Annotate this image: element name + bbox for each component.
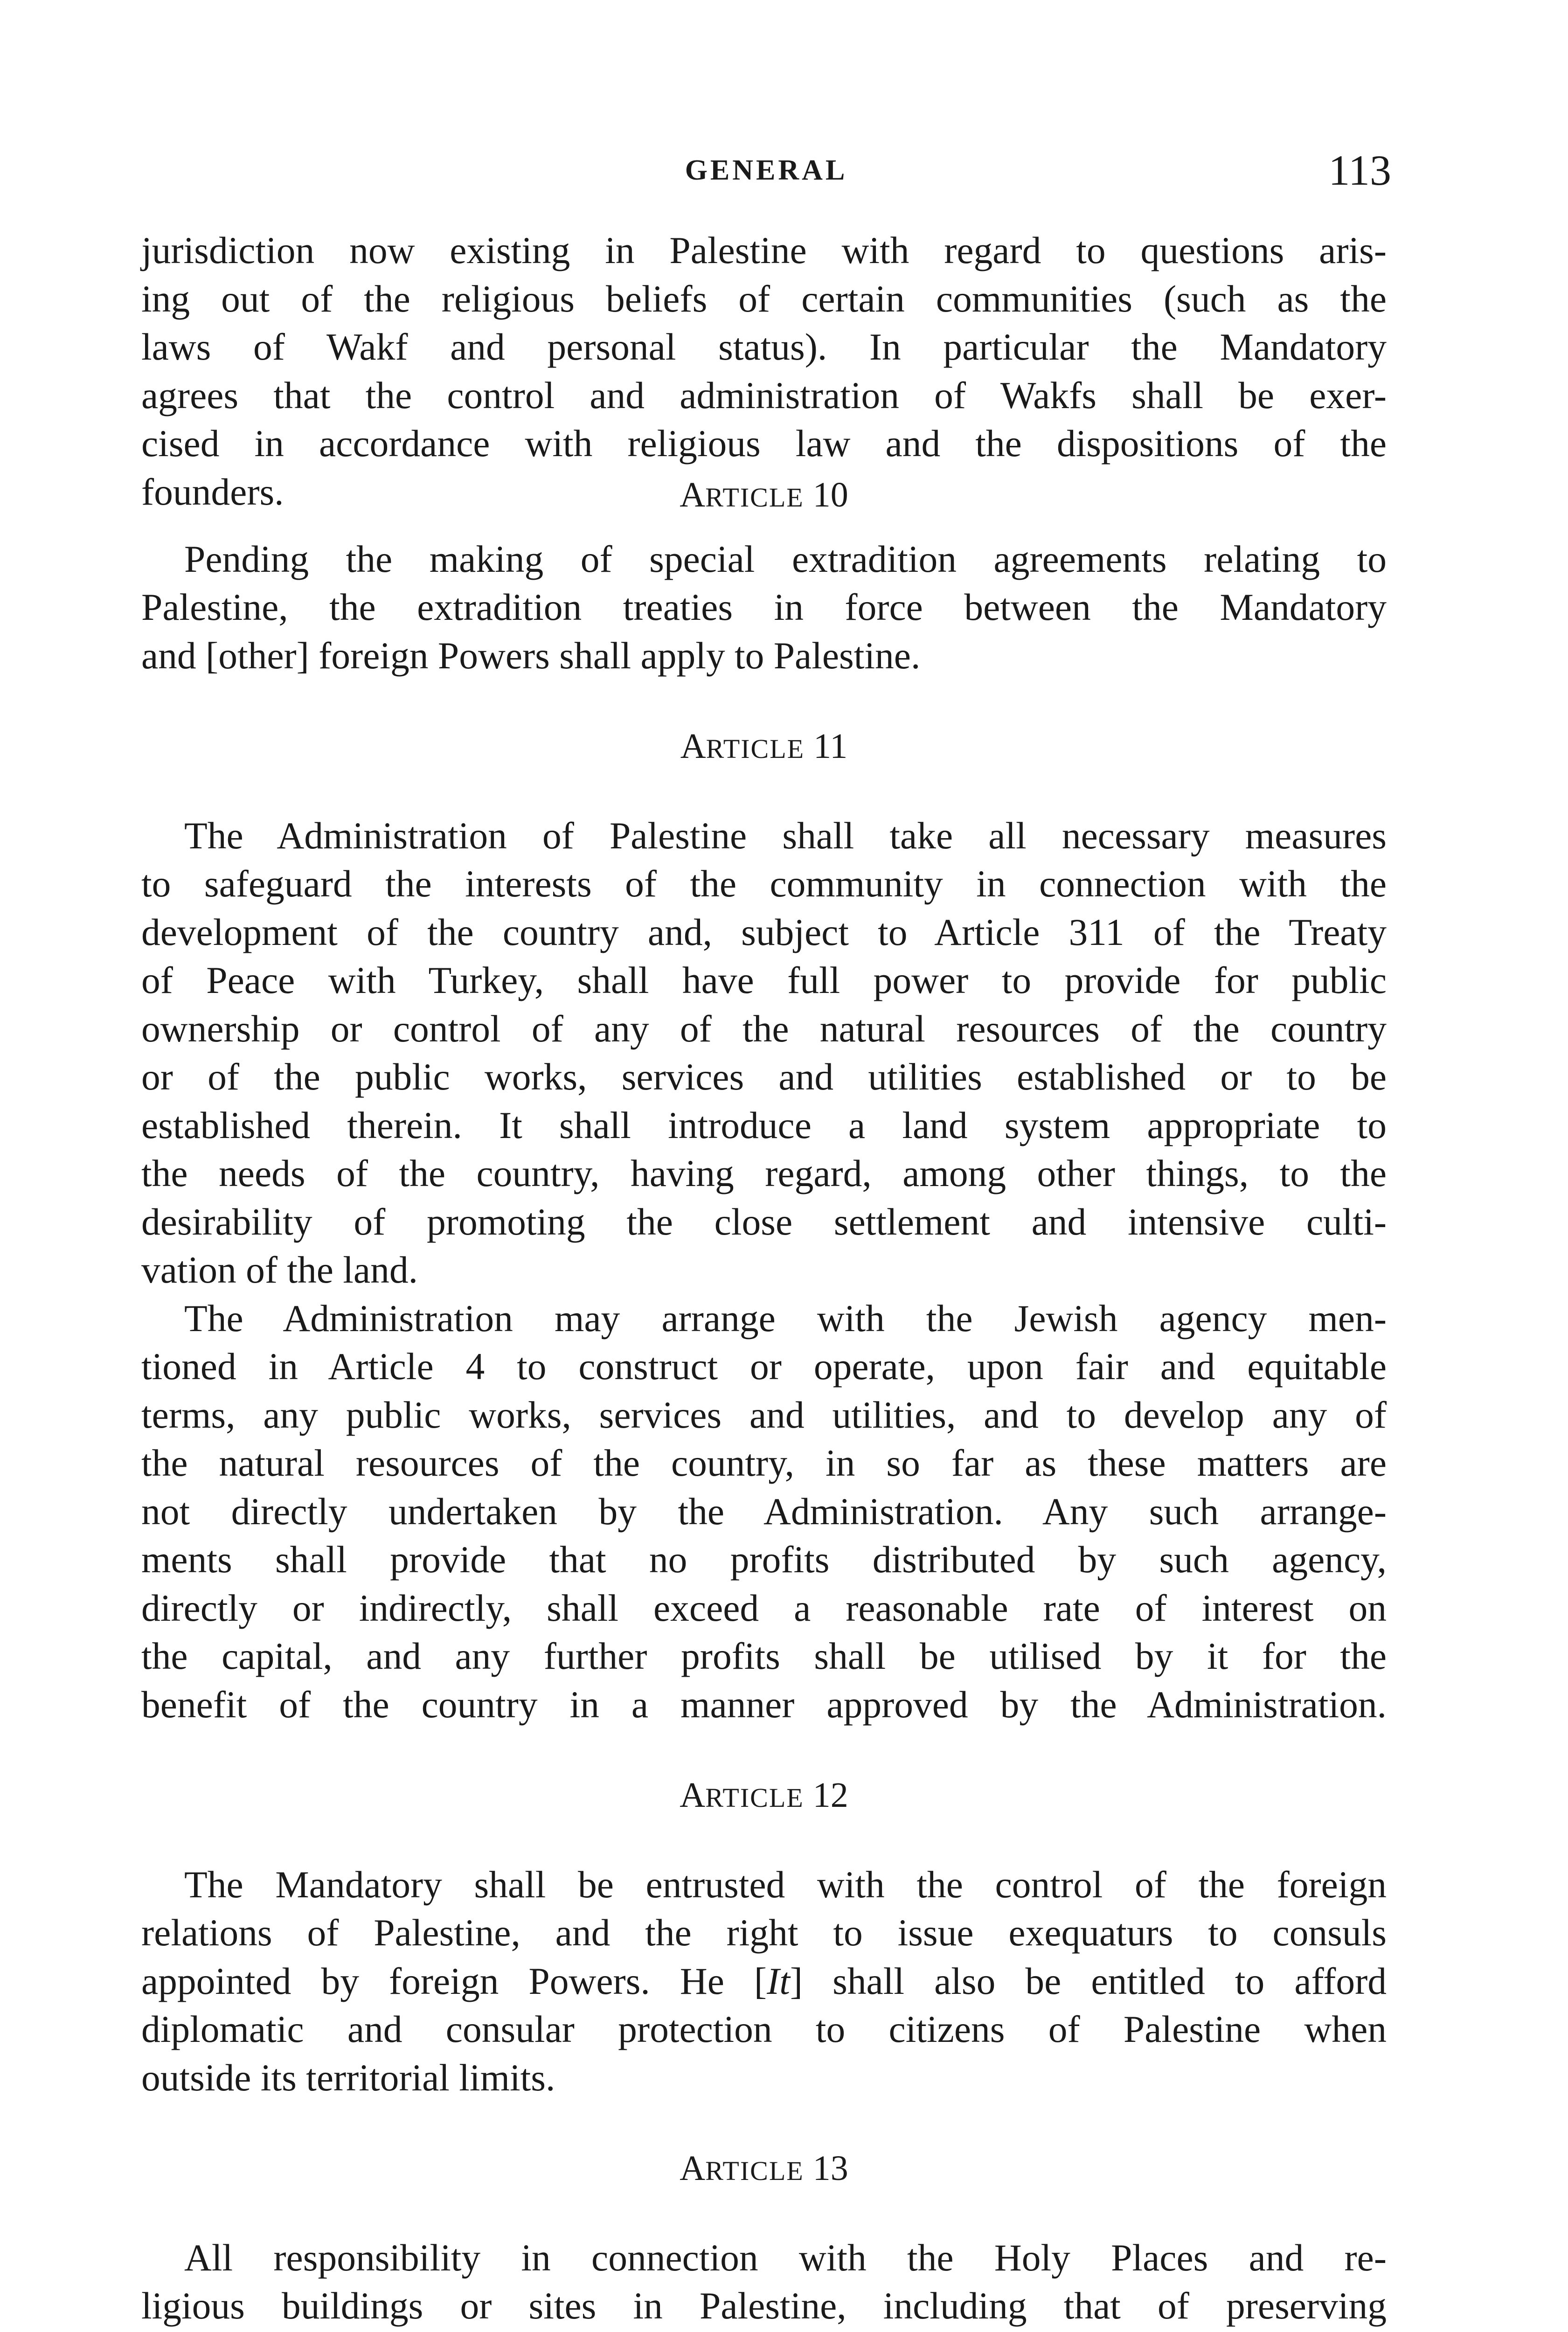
text-line: ownership or control of any of the natural resources of the country bbox=[141, 1007, 1387, 1050]
article-12-paragraph bbox=[141, 1860, 1387, 2102]
text-line: and [other] foreign Powers shall apply to Palestine. bbox=[141, 634, 921, 677]
text-line: established therein. It shall introduce a land system appropriate to bbox=[141, 1104, 1387, 1146]
text-line: agrees that the control and administration of Wakfs shall be exer- bbox=[141, 374, 1387, 416]
text-line: cised in accordance with religious law and the dispositions of the bbox=[141, 422, 1387, 465]
text-line: the natural resources of the country, in so far as these matters are bbox=[141, 1442, 1387, 1484]
text-line: not directly undertaken by the Administration. Any such arrange- bbox=[141, 1490, 1387, 1533]
text-line: vation of the land. bbox=[141, 1249, 418, 1291]
text-line: terms, any public works, services and utilities, and to develop any of bbox=[141, 1393, 1387, 1436]
text-line: to safeguard the interests of the community in connection with the bbox=[141, 862, 1387, 905]
article-13-paragraph bbox=[141, 2234, 1387, 2332]
article-11-paragraph-2 bbox=[141, 1294, 1387, 1729]
article-10-paragraph bbox=[141, 535, 1387, 680]
page-header bbox=[141, 146, 1391, 201]
text-line: benefit of the country in a manner approved by the Administration. bbox=[141, 1683, 1387, 1726]
body-text bbox=[141, 226, 1387, 2332]
text-line: The Administration of Palestine shall take all necessary measures bbox=[184, 814, 1387, 857]
text-line: Pending the making of special extradition agreements relating to bbox=[184, 537, 1387, 580]
text-line: outside its territorial limits. bbox=[141, 2056, 555, 2099]
text-line: Palestine, the extradition treaties in force between the Mandatory bbox=[141, 586, 1387, 628]
article-11-paragraph-1 bbox=[141, 812, 1387, 1294]
text-line: ments shall provide that no profits distributed by such agency, bbox=[141, 1538, 1387, 1581]
text-line: desirability of promoting the close settlement and intensive culti- bbox=[141, 1200, 1387, 1243]
text-line bbox=[141, 2330, 1387, 2332]
text-line: diplomatic and consular protection to citizens of Palestine when bbox=[141, 2008, 1387, 2050]
text-line: jurisdiction now existing in Palestine with regard to questions aris- bbox=[141, 229, 1387, 271]
text-line: or of the public works, services and utilities established or to be bbox=[141, 1055, 1387, 1098]
text-line: the capital, and any further profits shall be utilised by it for the bbox=[141, 1635, 1387, 1677]
text-line: of Peace with Turkey, shall have full power to provide for public bbox=[141, 959, 1387, 1001]
article-13-heading: ARTICLE 13 bbox=[680, 2149, 848, 2188]
text-line: founders. bbox=[141, 470, 284, 513]
text-line: The Mandatory shall be entrusted with the control of the foreign bbox=[184, 1863, 1387, 1906]
text-line: tioned in Article 4 to construct or operate, upon fair and equitable bbox=[141, 1345, 1387, 1388]
text-line: The Administration may arrange with the Jewish agency men- bbox=[184, 1297, 1387, 1340]
text-line: ing out of the religious beliefs of certain communities (such as the bbox=[141, 277, 1387, 320]
article-11-heading: ARTICLE 11 bbox=[680, 727, 848, 766]
text-line: laws of Wakf and personal status). In particular the Mandatory bbox=[141, 326, 1387, 368]
running-head: GENERAL bbox=[685, 154, 848, 186]
page-number: 113 bbox=[1328, 146, 1391, 194]
text-line: appointed by foreign Powers. He [It] shall also be entitled to afford bbox=[141, 1959, 1387, 2002]
article-12-heading: ARTICLE 12 bbox=[680, 1776, 848, 1815]
italic-pronoun: It bbox=[767, 1959, 790, 2002]
text-line: relations of Palestine, and the right to issue exequaturs to consuls bbox=[141, 1911, 1387, 1954]
text-line: All responsibility in connection with the Holy Places and re- bbox=[184, 2236, 1387, 2279]
article-10-heading: ARTICLE 10 bbox=[680, 475, 848, 514]
text-line: directly or indirectly, shall exceed a reasonable rate of interest on bbox=[141, 1586, 1387, 1629]
text-line: the needs of the country, having regard, among other things, to the bbox=[141, 1152, 1387, 1194]
text-line: ligious buildings or sites in Palestine, including that of preserving bbox=[141, 2284, 1387, 2327]
text-line: development of the country and, subject to Article 311 of the Treaty bbox=[141, 910, 1387, 953]
